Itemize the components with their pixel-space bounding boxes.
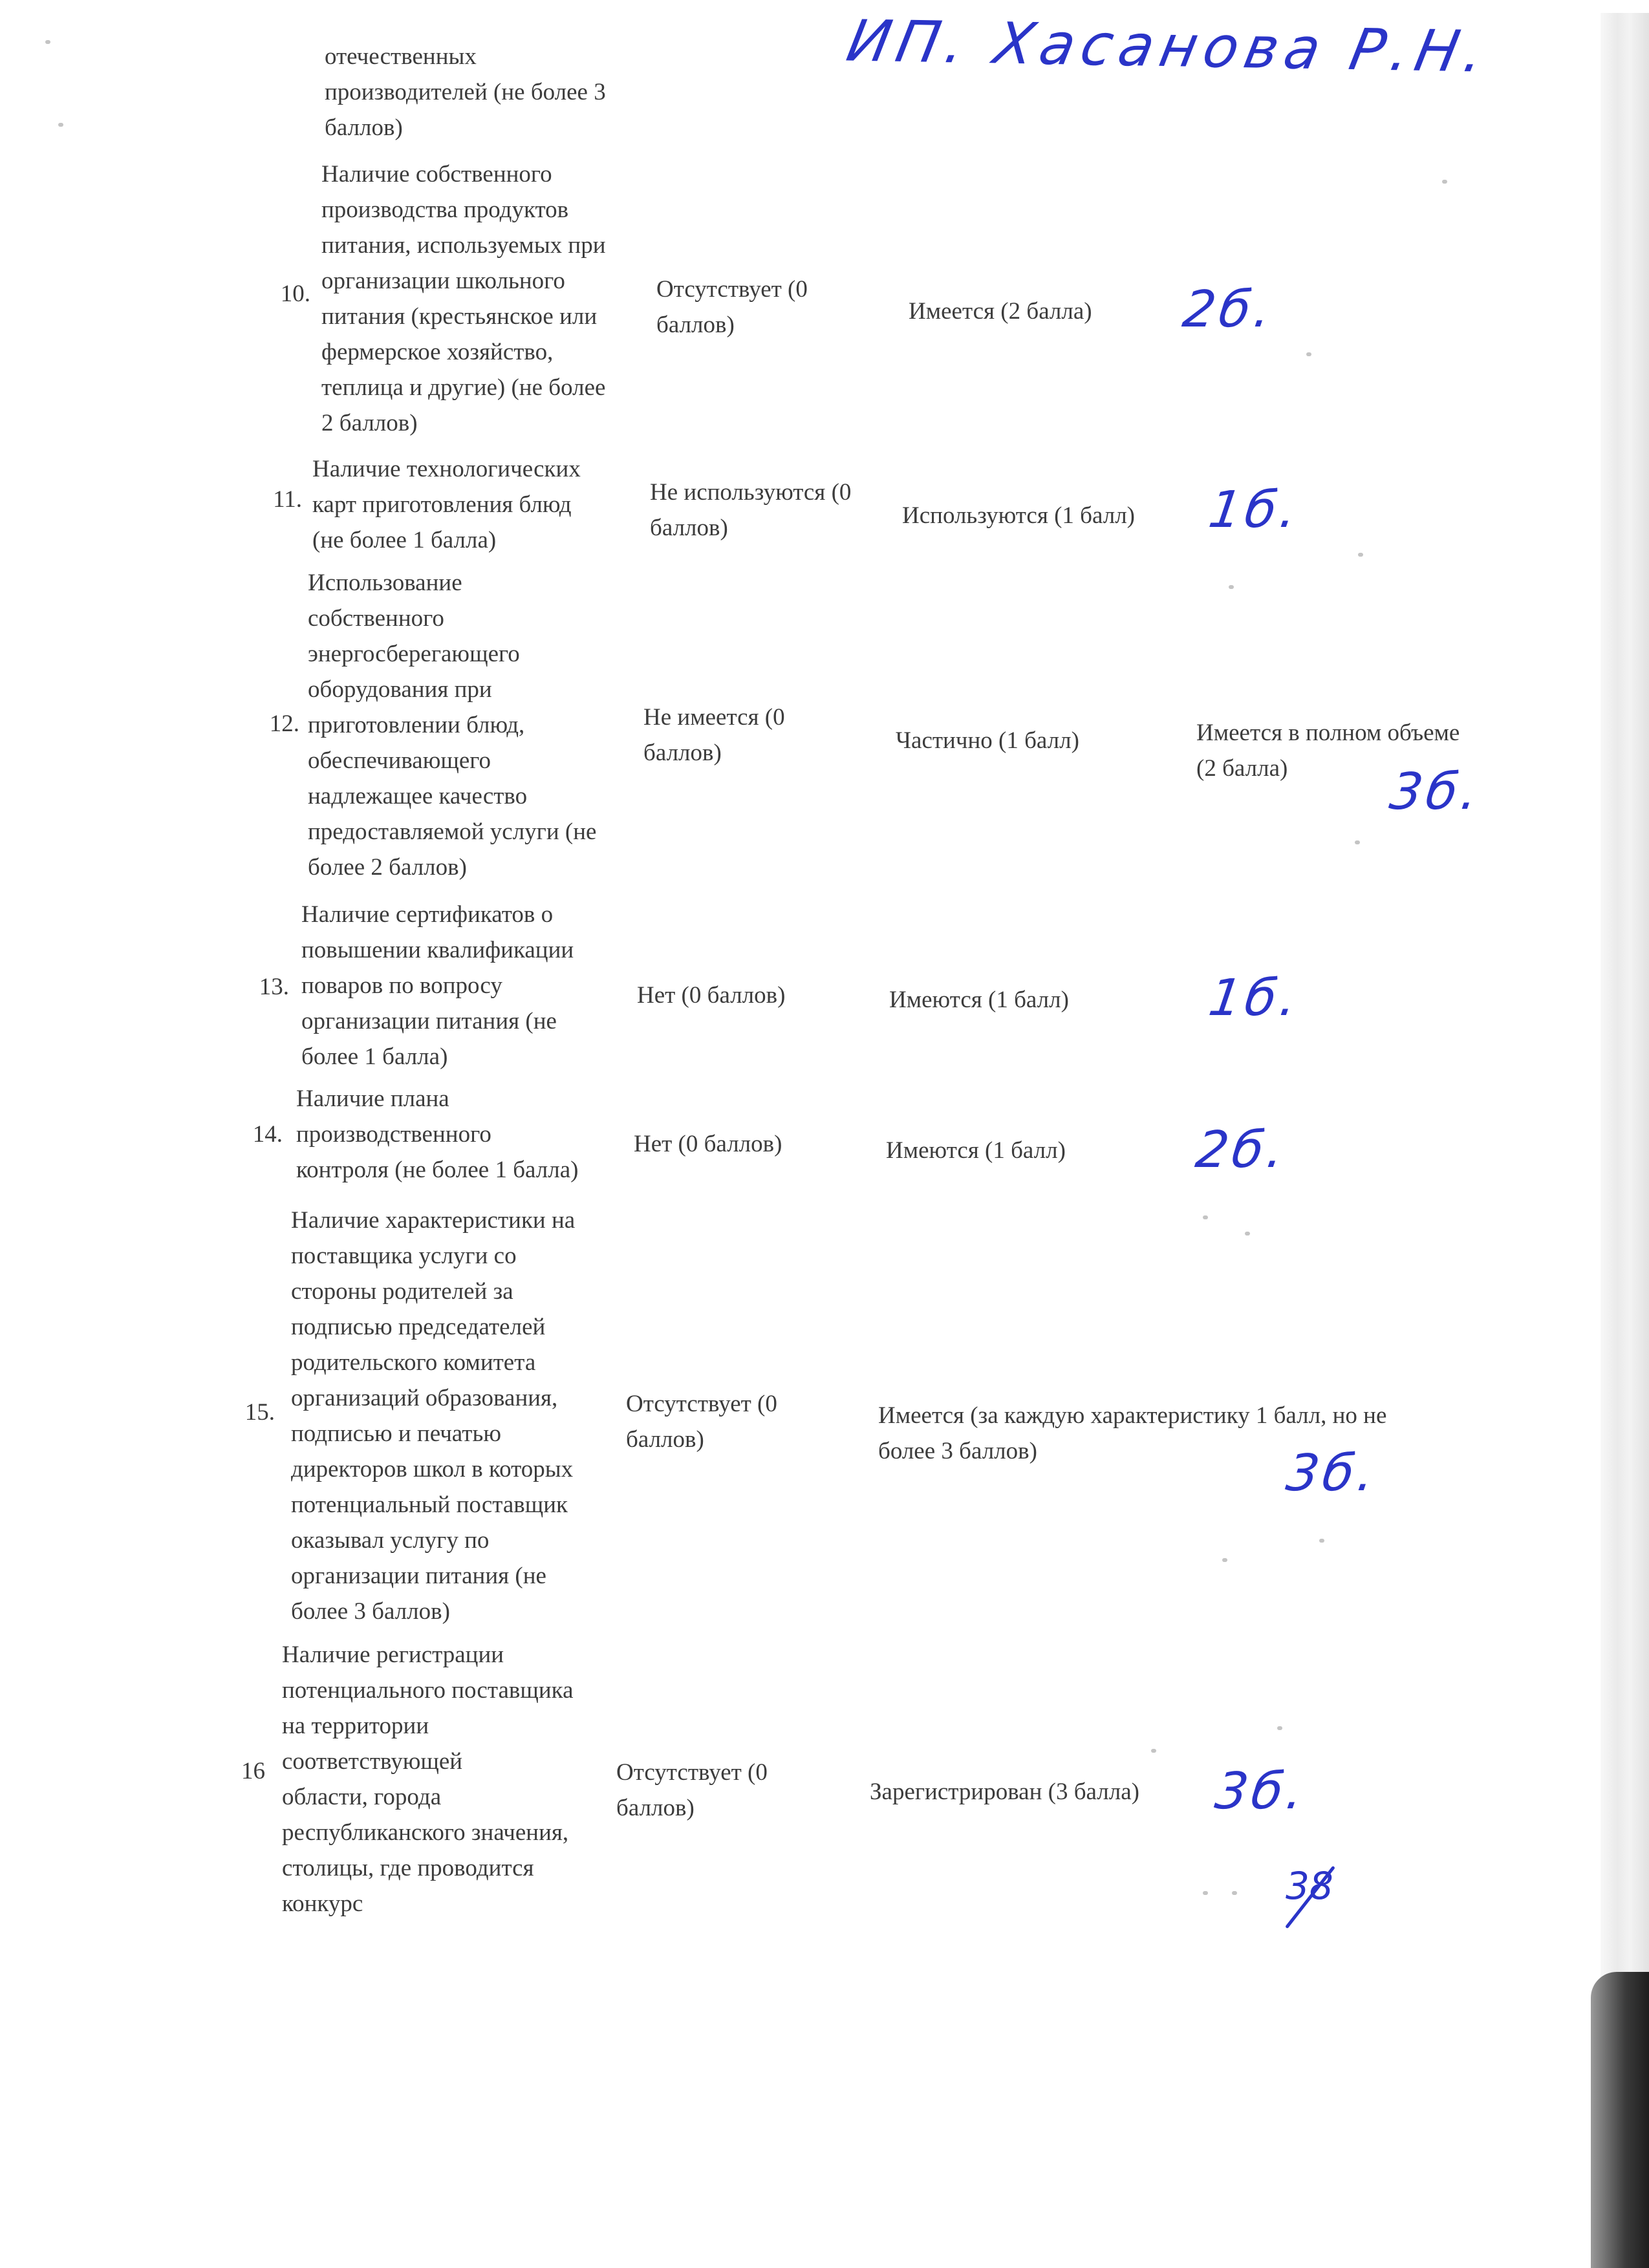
scan-speck (1319, 1539, 1324, 1543)
handwritten-score: 3б. (1386, 763, 1485, 821)
scan-speck (1151, 1749, 1156, 1753)
scan-speck (1355, 840, 1360, 844)
scan-speck (1442, 180, 1447, 184)
handwritten-score: 2б. (1179, 281, 1278, 339)
row-number: 16 (241, 1758, 265, 1784)
scan-speck (1222, 1558, 1227, 1562)
handwritten-score: 1б. (1205, 969, 1304, 1027)
row-number: 11. (273, 486, 302, 513)
row-number: 10. (280, 281, 310, 307)
scan-edge-strip (1600, 13, 1649, 2268)
option-zero: Отсутствует (0 баллов) (656, 276, 808, 338)
option-zero: Отсутствует (0 баллов) (626, 1391, 777, 1453)
option-present: Имеются (1 балл) (889, 987, 1069, 1013)
handwritten-score: 3б. (1282, 1444, 1382, 1503)
scan-speck (1203, 1891, 1208, 1895)
row-number: 14. (252, 1121, 283, 1148)
handwritten-score: 1б. (1205, 481, 1304, 539)
option-zero: Нет (0 баллов) (637, 982, 786, 1009)
scan-edge-shadow (1591, 1972, 1649, 2268)
scan-speck (1229, 585, 1234, 589)
criterion-text: отечественных производителей (не более 3 баллов) (325, 43, 606, 141)
option-partial: Частично (1 балл) (896, 727, 1079, 754)
criterion-text: Наличие технологических карт приготовления блюд (не более 1 балла) (312, 456, 581, 553)
handwritten-score: 2б. (1192, 1121, 1291, 1179)
option-zero: Не имеется (0 баллов) (643, 704, 785, 766)
option-present: Зарегистрирован (3 балла) (870, 1779, 1139, 1805)
option-present: Используются (1 балл) (902, 502, 1135, 529)
handwritten-score: 3б. (1211, 1762, 1311, 1821)
row-number: 15. (244, 1399, 275, 1426)
option-present: Имеется (2 балла) (909, 298, 1092, 325)
handwritten-signature-header: ИП. Хасанова Р.Н. (841, 7, 1496, 85)
criterion-text: Использование собственного энергосберегающего оборудования при приготовлении блюд, обеспечивающего надлежащее качество предоставляемой услуги (не более 2 баллов) (308, 570, 597, 881)
scan-speck (45, 40, 50, 44)
scan-speck (1232, 1891, 1237, 1895)
criterion-text: Наличие собственного производства продуктов питания, используемых при организации школьного питания (крестьянское или фермерское хозяйство, теплица и другие) (не более 2 баллов) (321, 161, 606, 436)
option-present: Имеется (за каждую характеристику 1 балл, но не более 3 баллов) (878, 1402, 1387, 1464)
criterion-text: Наличие плана производственного контроля (не более 1 балла) (296, 1086, 579, 1183)
row-number: 13. (259, 974, 289, 1000)
scan-speck (58, 123, 63, 127)
option-zero: Не используются (0 баллов) (650, 479, 852, 541)
scan-speck (1306, 352, 1311, 356)
handwritten-total-denominator: 38 (1286, 1864, 1333, 1908)
criterion-text: Наличие регистрации потенциального поставщика на территории соответствующей области, города республиканского значения, столицы, где проводится конкурс (282, 1642, 574, 1917)
scan-speck (1203, 1215, 1208, 1219)
scan-speck (1277, 1726, 1282, 1730)
scan-speck (1245, 1232, 1250, 1236)
criterion-text: Наличие сертификатов о повышении квалификации поваров по вопросу организации питания (не более 1 балла) (301, 901, 574, 1070)
option-present: Имеются (1 балл) (886, 1137, 1066, 1164)
scan-speck (1358, 553, 1363, 557)
handwritten-total (1267, 1848, 1352, 1919)
criterion-text: Наличие характеристики на поставщика услуги со стороны родителей за подписью председателей родительского комитета организаций образования, подписью и печатью директоров школ в которых потенциальный поставщик оказывал услугу по организации питания (не более 3 баллов) (291, 1207, 576, 1625)
option-zero: Нет (0 баллов) (634, 1131, 782, 1157)
option-full: Имеется в полном объеме (2 балла) (1196, 720, 1460, 782)
row-number: 12. (269, 711, 299, 737)
option-zero: Отсутствует (0 баллов) (616, 1759, 768, 1821)
